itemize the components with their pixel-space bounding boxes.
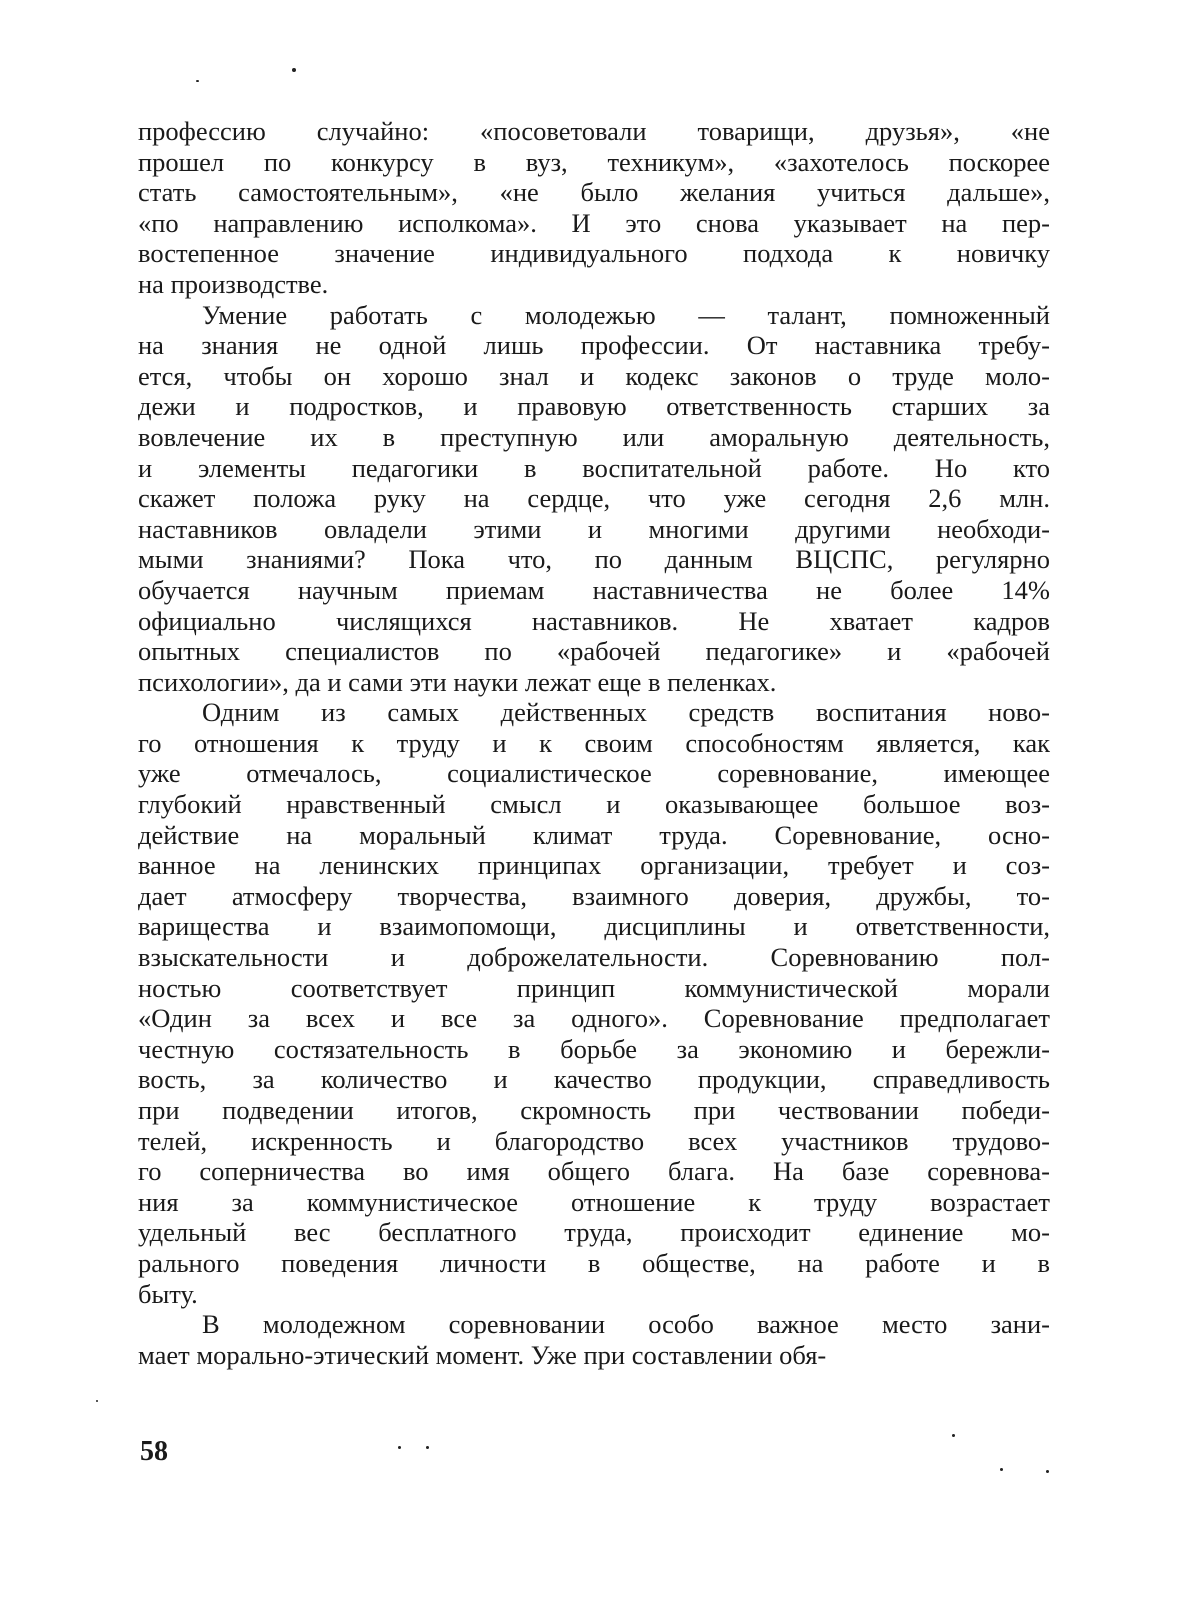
scan-speck: [96, 1400, 98, 1402]
scan-speck: [426, 1446, 429, 1449]
text-line: В молодежном соревновании особо важное место зани-: [202, 1309, 1050, 1340]
text-line: прошел по конкурсу в вуз, техникум», «захотелось поскорее: [138, 146, 1050, 177]
text-line: удельный вес бесплатного труда, происходит единение мо-: [138, 1217, 1050, 1248]
text-line: при подведении итогов, скромность при чествовании победи-: [138, 1095, 1050, 1125]
scan-speck: [952, 1434, 955, 1437]
text-line: рального поведения личности в обществе, на работе и в: [138, 1247, 1050, 1278]
text-line: телей, искренность и благородство всех участников трудово-: [138, 1125, 1050, 1156]
page-number: 58: [140, 1436, 168, 1467]
text-line: ется, чтобы он хорошо знал и кодекс законов о труде моло-: [138, 360, 1050, 391]
text-line: мает морально-этический момент. Уже при составлении обя-: [138, 1339, 827, 1370]
text-line: и элементы педагогики в воспитательной работе. Но кто: [138, 452, 1050, 483]
text-line: на производстве.: [138, 268, 329, 299]
text-line: уже отмечалось, социалистическое соревнование, имеющее: [138, 758, 1050, 789]
text-line: «Один за всех и все за одного». Соревнование предполагает: [138, 1003, 1050, 1034]
text-line: вость, за количество и качество продукции, справедливость: [138, 1064, 1050, 1095]
text-line: мыми знаниями? Пока что, по данным ВЦСПС, регулярно: [138, 544, 1050, 575]
text-line: глубокий нравственный смысл и оказывающее большое воз-: [138, 789, 1050, 820]
text-line: востепенное значение индивидуального подхода к новичку: [138, 238, 1050, 269]
text-line: дежи и подростков, и правовую ответственность старших за: [138, 391, 1050, 422]
text-line: варищества и взаимопомощи, дисциплины и ответственности,: [138, 911, 1050, 942]
text-line: наставников овладели этими и многими другими необходи-: [138, 513, 1050, 544]
text-line: вовлечение их в преступную или аморальную деятельность,: [138, 421, 1050, 452]
text-line: «по направлению исполкома». И это снова указывает на пер-: [138, 207, 1050, 238]
text-line: официально числящихся наставников. Не хватает кадров: [138, 605, 1050, 636]
text-line: обучается научным приемам наставничества не более 14%: [138, 574, 1050, 605]
scan-speck: [1000, 1468, 1003, 1471]
paragraph: [138, 1309, 1050, 1370]
text-line: стать самостоятельным», «не было желания учиться дальше»,: [138, 177, 1050, 208]
text-line: взыскательности и доброжелательности. Соревнованию пол-: [138, 942, 1050, 973]
body-text: [138, 116, 1050, 1370]
text-line: ния за коммунистическое отношение к труду возрастает: [138, 1186, 1050, 1217]
text-line: го соперничества во имя общего блага. На базе соревнова-: [138, 1156, 1050, 1187]
text-line: ванное на ленинских принципах организации, требует и соз-: [138, 850, 1050, 881]
paragraph: [138, 697, 1050, 1309]
scan-speck: [398, 1446, 401, 1449]
text-line: честную состязательность в борьбе за экономию и бережли-: [138, 1033, 1050, 1064]
text-line: действие на моральный климат труда. Соревнование, осно-: [138, 819, 1050, 850]
text-line: быту.: [138, 1278, 198, 1309]
scan-speck: [292, 68, 296, 72]
text-line: профессию случайно: «посоветовали товарищи, друзья», «не: [138, 116, 1050, 146]
text-line: ностью соответствует принцип коммунистической морали: [138, 972, 1050, 1003]
text-line: опытных специалистов по «рабочей педагогике» и «рабочей: [138, 636, 1050, 667]
scan-speck: [196, 80, 199, 82]
text-line: Одним из самых действенных средств воспитания ново-: [202, 697, 1050, 728]
text-line: на знания не одной лишь профессии. От наставника требу-: [138, 330, 1050, 361]
paragraph: [138, 300, 1050, 698]
text-line: психологии», да и сами эти науки лежат еще в пеленках.: [138, 666, 777, 697]
text-line: скажет положа руку на сердце, что уже сегодня 2,6 млн.: [138, 483, 1050, 514]
text-line: дает атмосферу творчества, взаимного доверия, дружбы, то-: [138, 880, 1050, 911]
scan-speck: [1046, 1470, 1049, 1473]
paragraph: [138, 116, 1050, 300]
text-line: го отношения к труду и к своим способностям является, как: [138, 727, 1050, 758]
text-line: Умение работать с молодежью — талант, помноженный: [202, 299, 1050, 330]
